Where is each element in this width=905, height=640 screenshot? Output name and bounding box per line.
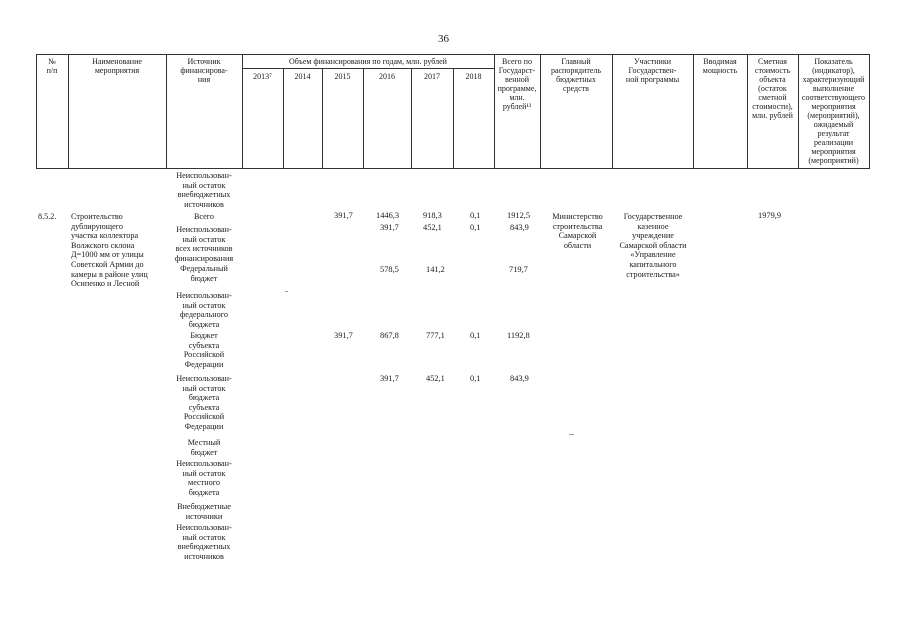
scan-mark <box>569 434 574 435</box>
header-name: Наименование мероприятия <box>92 57 142 75</box>
source-label: Неиспользован- ный остаток бюджета субъекта Российской Федерации <box>176 374 232 431</box>
header-capacity: Вводимая мощность <box>702 57 738 75</box>
value-2016: 578,5 <box>380 265 399 274</box>
source-label: Неиспользован- ный остаток местного бюджета <box>176 459 232 497</box>
value-2017: 777,1 <box>426 331 445 340</box>
source-label: Бюджет субъекта Российской Федерации <box>183 331 225 369</box>
value-2017: 452,1 <box>423 223 442 232</box>
source-label: Неиспользован- ный остаток федерального бюджета <box>176 291 232 329</box>
header-year-2018: 2018 <box>465 72 482 81</box>
header-num: № п/п <box>46 57 58 75</box>
value-total: 843,9 <box>510 374 529 383</box>
value-2018: 0,1 <box>470 211 481 220</box>
row-name: Строительство дублирующего участка коллектора Волжского склона Д=1000 мм от улицы Советской Армии до камеры в районе улиц Осипенко и Лесной <box>71 212 148 289</box>
header-total: Всего по Государст- венной программе, млн. рублей¹³ <box>497 57 537 111</box>
header-indicator: Показатель (индикатор), характеризующий выполнение соответствующего мероприятия (мероприятий), ожидаемый результат реализации мероприятия (мероприятий) <box>801 57 866 165</box>
source-label: Неиспользован- ный остаток внебюджетных источников <box>176 523 232 561</box>
value-2016: 391,7 <box>380 223 399 232</box>
value-2017: 918,3 <box>423 211 442 220</box>
header-year-2014: 2014 <box>294 72 311 81</box>
header-source: Источник финансирова- ния <box>180 57 228 84</box>
row-participants: Государственное казенное учреждение Самарской области «Управление капитального строительства» <box>619 212 687 279</box>
value-2018: 0,1 <box>470 374 481 383</box>
source-label: Местный бюджет <box>187 438 221 457</box>
top-source-label: Неиспользован- ный остаток внебюджетных источников <box>176 171 232 209</box>
source-label: Внебюджетные источники <box>177 502 231 521</box>
header-participants: Участники Государствен- ной программы <box>625 57 680 84</box>
source-label: Федеральный бюджет <box>180 264 228 283</box>
value-total: 843,9 <box>510 223 529 232</box>
value-2016: 1446,3 <box>376 211 400 220</box>
source-label: Неиспользован- ный остаток всех источников финансирования <box>174 225 234 263</box>
value-2017: 452,1 <box>426 374 445 383</box>
row-number: 8.5.2. <box>38 212 57 221</box>
value-2017: 141,2 <box>426 265 445 274</box>
header-estimate: Сметная стоимость объекта (остаток сметной стоимости), млн. рублей <box>752 57 793 120</box>
source-label: Всего <box>193 212 215 221</box>
row-manager: Министерство строительства Самарской области <box>552 212 603 250</box>
header-year-2017: 2017 <box>424 72 440 81</box>
value-2018: 0,1 <box>470 223 481 232</box>
value-2015: 391,7 <box>334 211 353 220</box>
header-year-2015: 2015 <box>334 72 351 81</box>
scan-mark <box>285 291 288 292</box>
header-manager: Главный распорядитель бюджетных средств <box>550 57 602 93</box>
value-2015: 391,7 <box>334 331 353 340</box>
value-total: 1912,5 <box>507 211 531 220</box>
header-year-2016: 2016 <box>379 72 395 81</box>
value-total: 1192,8 <box>507 331 530 340</box>
value-2016: 867,8 <box>380 331 399 340</box>
value-total: 719,7 <box>509 265 528 274</box>
value-2016: 391,7 <box>380 374 399 383</box>
header-volume: Объем финансирования по годам, млн. рублей <box>289 57 447 66</box>
page-number: 36 <box>438 33 449 45</box>
value-2018: 0,1 <box>470 331 481 340</box>
header-year-2013: 2013⁷ <box>253 72 272 81</box>
row-estimate: 1979,9 <box>758 211 782 220</box>
